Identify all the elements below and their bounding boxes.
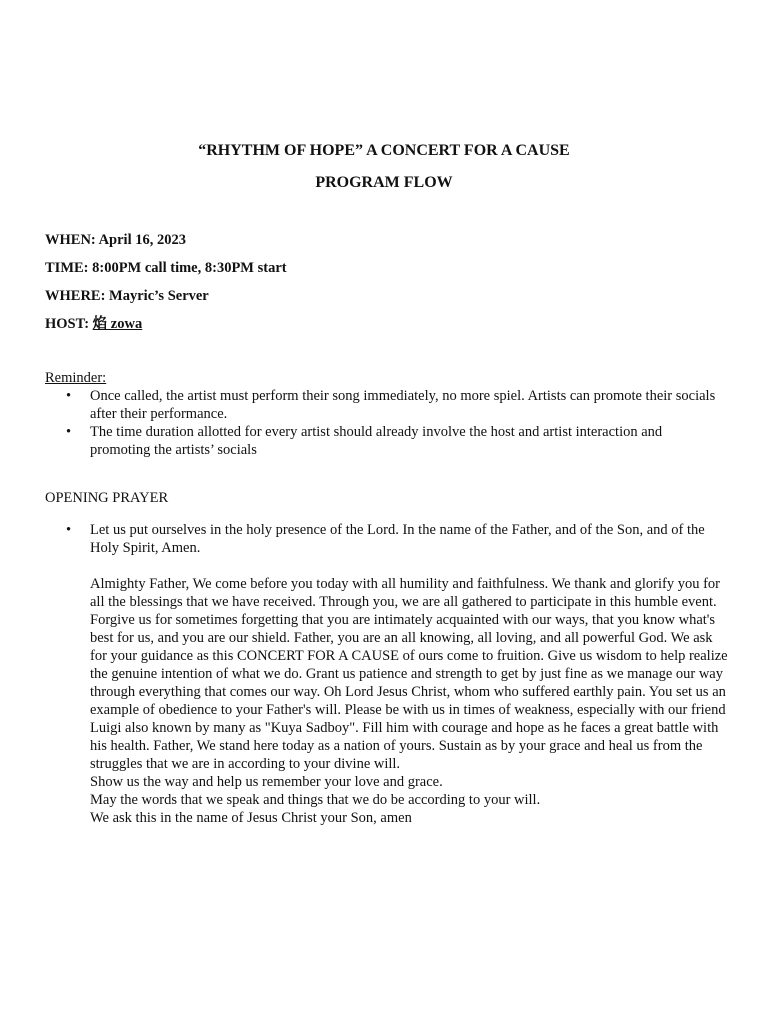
reminder-heading: Reminder: <box>45 370 107 386</box>
document-subtitle: PROGRAM FLOW <box>315 174 453 191</box>
bullet-icon: • <box>66 388 72 404</box>
prayer-body <box>90 575 730 827</box>
prayer-closing-line: We ask this in the name of Jesus Christ your Son, amen <box>90 810 412 826</box>
opening-prayer-list <box>45 521 725 557</box>
reminder-item-text: The time duration allotted for every artist should already involve the host and artist interaction and promoting the artists’ socials <box>90 424 663 458</box>
event-date: WHEN: April 16, 2023 <box>45 232 186 248</box>
list-item <box>45 387 725 423</box>
event-host <box>45 315 142 333</box>
prayer-closing-line: Show us the way and help us remember your love and grace. <box>90 774 443 790</box>
document-title: “RHYTHM OF HOPE” A CONCERT FOR A CAUSE <box>198 142 570 159</box>
host-name: 焰 zowa <box>92 316 143 332</box>
opening-prayer-heading: OPENING PRAYER <box>45 490 169 506</box>
reminder-item-text: Once called, the artist must perform their song immediately, no more spiel. Artists can promote their socials after their performance. <box>90 388 716 422</box>
bullet-icon: • <box>66 424 72 440</box>
prayer-intro-text: Let us put ourselves in the holy presence of the Lord. In the name of the Father, and of the Son, and of the Holy Spirit, Amen. <box>90 522 705 556</box>
list-item <box>45 423 725 459</box>
event-time: TIME: 8:00PM call time, 8:30PM start <box>45 260 287 276</box>
host-label: HOST: <box>45 316 93 332</box>
prayer-closing-line: May the words that we speak and things that we do be according to your will. <box>90 792 541 808</box>
prayer-paragraph: Almighty Father, We come before you today with all humility and faithfulness. We thank and glorify you for all the blessings that we have received. Through you, we are all gathered to participate in this humble event. Forgive us for sometimes forgetting that you are intimately acquainted with our ways, that you know what's best for us, and you are our shield. Father, you are an all knowing, all loving, and all powerful God. We ask for your guidance as this CONCERT FOR A CAUSE of ours come to fruition. Give us wisdom to help realize the genuine intention of what we do. Grant us patience and strength to get by just fine as we manage our way through everything that comes our way. Oh Lord Jesus Christ, whom who suffered earthly pain. You set us an example of obedience to your Father's will. Please be with us in times of weakness, especially with our friend Luigi also known by many as "Kuya Sadboy". Fill him with courage and hope as he faces a great battle with his health. Father, We stand here today as a nation of yours. Sustain as by your grace and heal us from the struggles that we are in according to your divine will. <box>90 576 728 772</box>
event-location: WHERE: Mayric’s Server <box>45 288 209 304</box>
bullet-icon: • <box>66 522 72 538</box>
list-item <box>45 521 725 557</box>
reminder-list <box>45 387 725 459</box>
